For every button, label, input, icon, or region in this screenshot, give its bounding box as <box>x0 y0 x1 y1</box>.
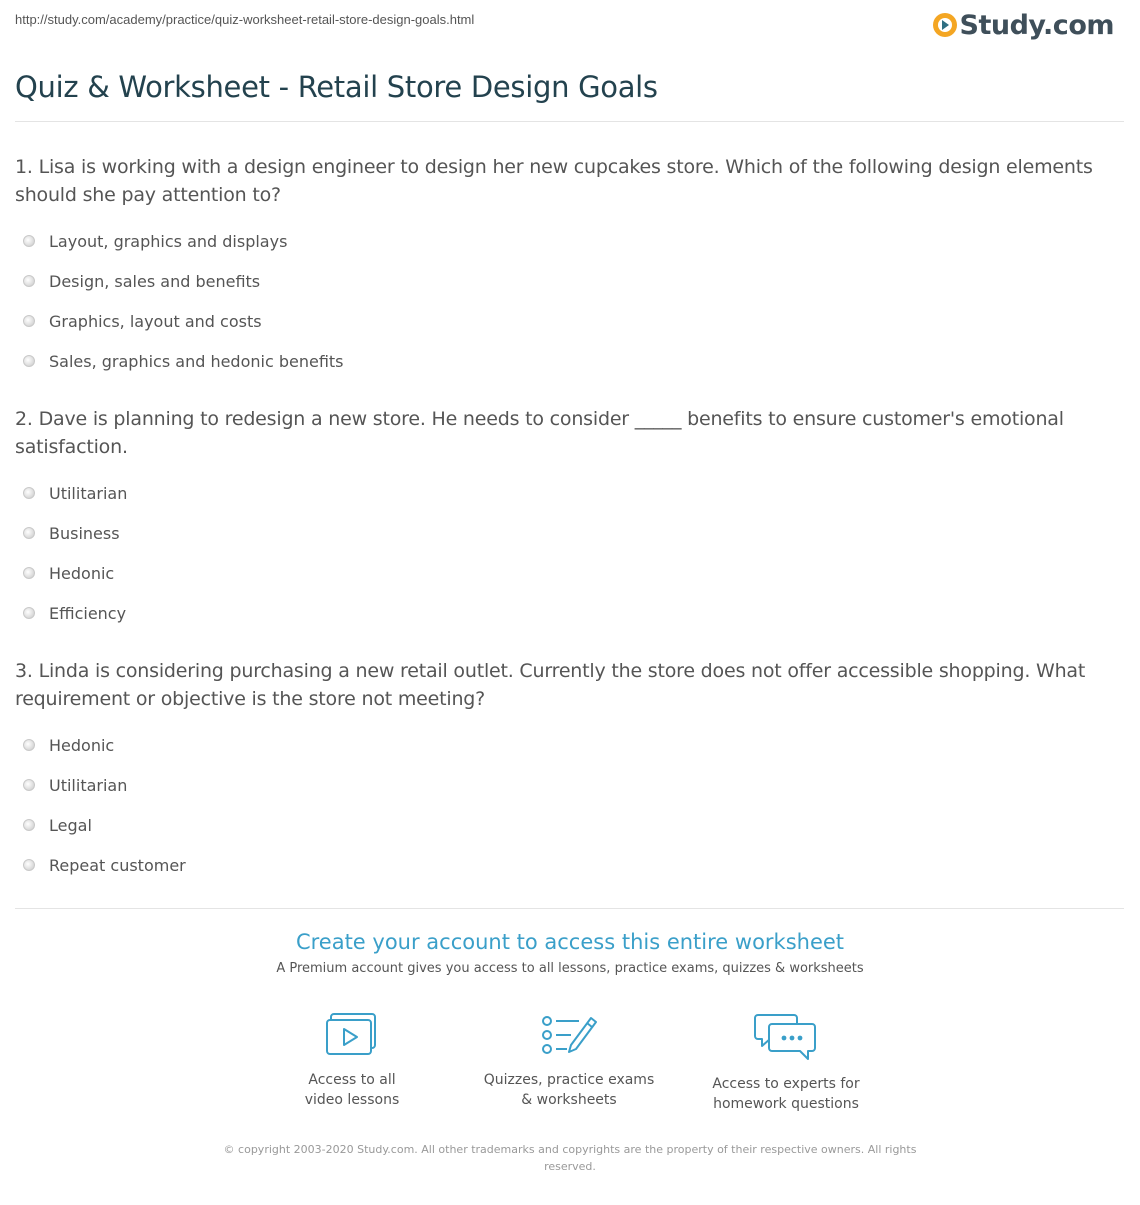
answer-option[interactable] <box>15 725 1125 765</box>
answer-option[interactable] <box>15 261 1125 301</box>
radio-icon[interactable] <box>23 567 35 579</box>
quiz-checklist-icon <box>541 1012 597 1058</box>
answer-option[interactable] <box>15 221 1125 261</box>
feature-video-lessons <box>252 1012 452 1110</box>
question-text: 1. Lisa is working with a design engineer to design her new cupcakes store. Which of the following design elements should she pay attention to? <box>15 156 1093 206</box>
radio-icon[interactable] <box>23 859 35 871</box>
question-2 <box>15 405 1125 633</box>
radio-icon[interactable] <box>23 607 35 619</box>
answer-option[interactable] <box>15 765 1125 805</box>
logo-text: Study.com <box>959 9 1114 41</box>
feature-label-line1: Access to experts for <box>712 1076 860 1092</box>
option-label: Graphics, layout and costs <box>49 311 262 331</box>
option-label: Hedonic <box>49 563 115 583</box>
create-account-link[interactable]: Create your account to access this entire worksheet <box>295 930 845 954</box>
option-label: Efficiency <box>49 603 127 623</box>
answer-option[interactable] <box>15 593 1125 633</box>
question-text: 3. Linda is considering purchasing a new retail outlet. Currently the store does not offer accessible shopping. What requirement or objective is the store not meeting? <box>15 660 1086 710</box>
feature-label-line1: Quizzes, practice exams <box>483 1072 655 1088</box>
option-label: Design, sales and benefits <box>49 271 261 291</box>
option-label: Utilitarian <box>49 483 128 503</box>
answer-option[interactable] <box>15 845 1125 885</box>
feature-experts <box>686 1012 886 1114</box>
study-logo[interactable] <box>933 8 1114 42</box>
option-label: Layout, graphics and displays <box>49 231 288 251</box>
page-title: Quiz & Worksheet - Retail Store Design Goals <box>15 70 658 104</box>
question-1 <box>15 153 1125 381</box>
radio-icon[interactable] <box>23 779 35 791</box>
feature-label-line1: Access to all <box>308 1072 396 1088</box>
option-label: Utilitarian <box>49 775 128 795</box>
radio-icon[interactable] <box>23 315 35 327</box>
answer-options <box>15 221 1125 381</box>
cta-divider <box>15 908 1124 909</box>
answer-option[interactable] <box>15 301 1125 341</box>
video-lesson-icon <box>326 1012 378 1058</box>
option-label: Legal <box>49 815 92 835</box>
answer-option[interactable] <box>15 805 1125 845</box>
answer-option[interactable] <box>15 473 1125 513</box>
question-3 <box>15 657 1125 885</box>
answer-option[interactable] <box>15 341 1125 381</box>
cta-subtitle: A Premium account gives you access to all lessons, practice exams, quizzes & worksheets <box>276 961 864 976</box>
option-label: Repeat customer <box>49 855 186 875</box>
answer-option[interactable] <box>15 513 1125 553</box>
feature-label-line2: homework questions <box>713 1096 859 1112</box>
radio-icon[interactable] <box>23 739 35 751</box>
feature-label-line2: video lessons <box>304 1092 400 1108</box>
copyright-notice: © copyright 2003-2020 Study.com. All other trademarks and copyrights are the property of their respective owners. All rights reserved. <box>223 1143 917 1173</box>
option-label: Hedonic <box>49 735 115 755</box>
radio-icon[interactable] <box>23 355 35 367</box>
option-label: Sales, graphics and hedonic benefits <box>49 351 344 371</box>
radio-icon[interactable] <box>23 487 35 499</box>
radio-icon[interactable] <box>23 275 35 287</box>
feature-quizzes <box>469 1012 669 1110</box>
radio-icon[interactable] <box>23 819 35 831</box>
radio-icon[interactable] <box>23 235 35 247</box>
option-label: Business <box>49 523 120 543</box>
title-divider <box>15 121 1124 122</box>
feature-label-line2: & worksheets <box>521 1092 617 1108</box>
radio-icon[interactable] <box>23 527 35 539</box>
chat-bubbles-icon <box>754 1012 818 1062</box>
answer-options <box>15 473 1125 633</box>
play-logo-icon <box>933 13 957 37</box>
question-text: 2. Dave is planning to redesign a new store. He needs to consider _____ benefits to ensure customer's emotional satisfaction. <box>15 408 1064 458</box>
answer-option[interactable] <box>15 553 1125 593</box>
answer-options <box>15 725 1125 885</box>
page-url: http://study.com/academy/practice/quiz-worksheet-retail-store-design-goals.html <box>15 12 475 27</box>
